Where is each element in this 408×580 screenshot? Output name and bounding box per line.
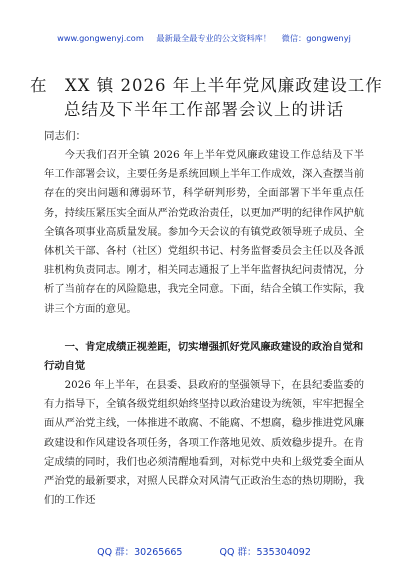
document-title-line-2: 总结及下半年工作部署会议上的讲话 <box>64 100 344 119</box>
body-paragraph-2: 2026 年上半年，在县委、县政府的坚强领导下，在县纪委监委的有力指导下，全镇各级党组织始终坚持以政治建设为统领，牢牢把握全面从严治党主线，一体推进不敢腐、不能腐、不想腐，稳步推进党风廉政建设和作风建设各项任务，各项工作落地见效、质效稳步提升。在肯定成绩的同时，我们也必须清醒地看到，对标党中央和上级党委全面从严治党的最新要求，对照人民群众对风清气正政治生态的热切期盼，我们的工作还 <box>44 379 364 507</box>
document-title-line-1: 在 XX 镇 2026 年上半年党风廉政建设工作 <box>30 76 383 95</box>
qq-group-2: QQ 群：535304092 <box>219 547 311 558</box>
site-slogan: 最新最全最专业的公文资料库！ <box>156 33 272 43</box>
body-paragraph-1: 今天我们召开全镇 2026 年上半年党风廉政建设工作总结及下半年工作部署会议，主要任务是系统回顾上半年工作成效，深入查摆当前存在的突出问题和薄弱环节，科学研判形势，全面部署下半年重点任务，持续压紧压实全面从严治党政治责任，以更加严明的纪律作风护航全镇各项事业高质量发展。参加今天会议的有镇党政领导班子成员、全体机关干部、各村（社区）党组织书记、村务监督委员会主任以及各派驻机构负责同志。刚才，相关同志通报了上半年监督执纪问责情况，分析了当前存在的风险隐患，我完全同意。下面，结合全镇工作实际，我讲三个方面的意见。 <box>44 149 364 315</box>
site-header <box>0 33 408 44</box>
salutation: 同志们： <box>44 130 86 142</box>
site-url[interactable]: www.gongwenyj.com <box>57 33 144 43</box>
qq-group-1: QQ 群：30265665 <box>97 547 183 558</box>
footer-qq-groups <box>0 544 408 558</box>
wechat-id: 微信：gongwenyj <box>281 33 351 43</box>
section-heading-1: 一、肯定成绩正视差距，切实增强抓好党风廉政建设的政治自觉和行动自觉 <box>44 341 364 373</box>
